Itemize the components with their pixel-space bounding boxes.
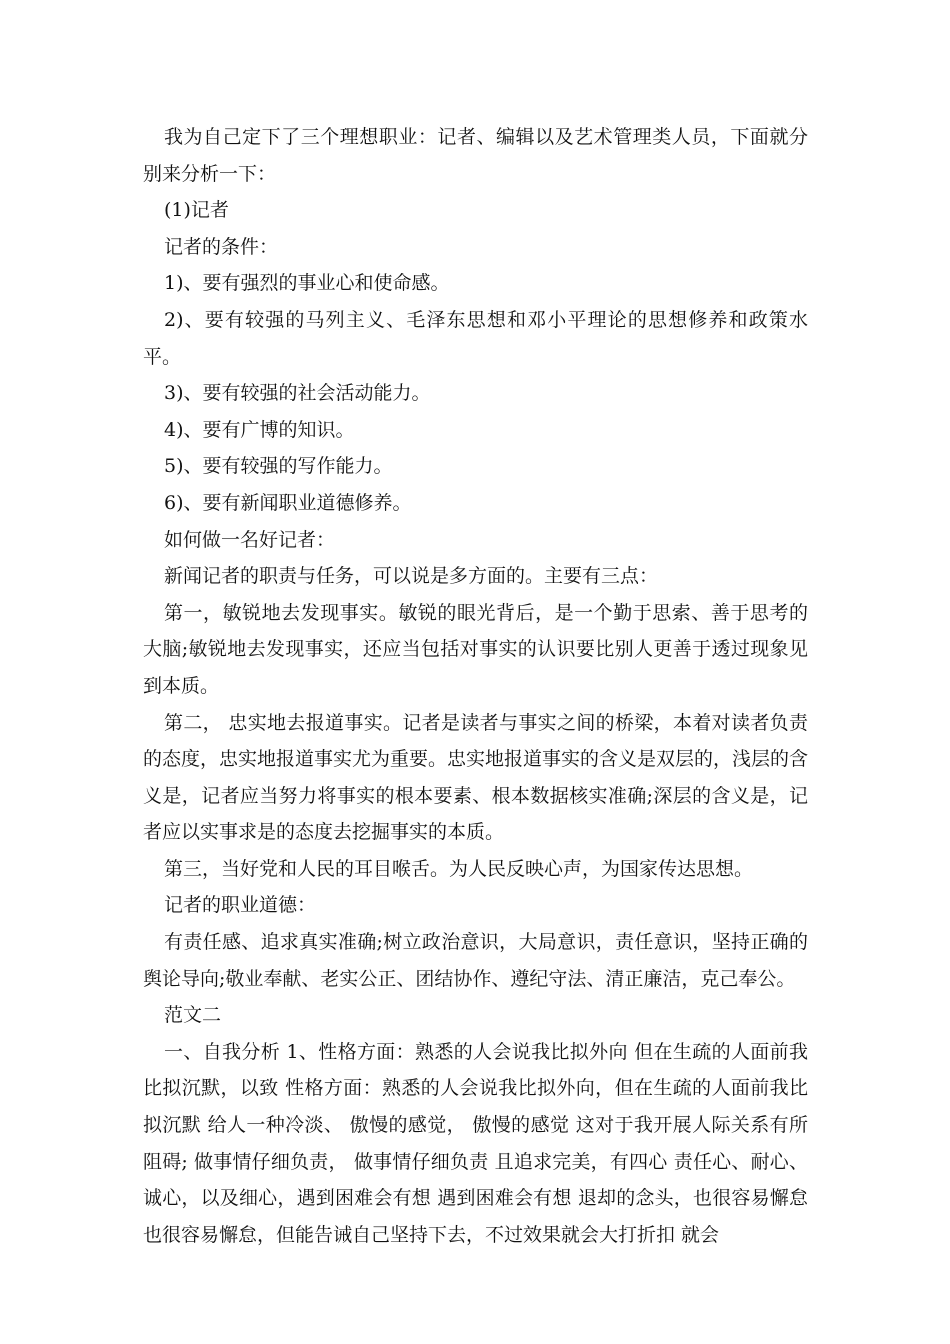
body-paragraph: 有责任感、追求真实准确;树立政治意识，大局意识，责任意识，坚持正确的舆论导向;敬业奉献、老实公正、团结协作、遵纪守法、清正廉洁，克己奉公。 — [143, 931, 808, 990]
document-body — [143, 119, 808, 1253]
list-item: 4)、要有广博的知识。 — [164, 418, 355, 441]
body-paragraph: 第三，当好党和人民的耳目喉舌。为人民反映心声，为国家传达思想。 — [164, 857, 754, 880]
list-item: 2)、要有较强的马列主义、毛泽东思想和邓小平理论的思想修养和政策水平。 — [143, 308, 808, 368]
subheading-conditions: 记者的条件： — [164, 235, 279, 258]
section-heading-reporter: (1)记者 — [164, 199, 229, 222]
list-item: 6)、要有新闻职业道德修养。 — [164, 491, 412, 514]
body-paragraph: 第二， 忠实地去报道事实。记者是读者与事实之间的桥梁，本着对读者负责的态度，忠实地报道事实尤为重要。忠实地报道事实的含义是双层的，浅层的含义是，记者应当努力将事实的根本要素、根本数据核实准确;深层的含义是，记者应以实事求是的态度去挖掘事实的本质。 — [143, 711, 809, 844]
subheading-how-to: 如何做一名好记者： — [164, 528, 336, 551]
body-paragraph: 第一，敏锐地去发现事实。敏锐的眼光背后，是一个勤于思索、善于思考的大脑;敏锐地去发现事实，还应当包括对事实的认识要比别人更善于透过现象见到本质。 — [143, 601, 808, 697]
subheading-ethics: 记者的职业道德： — [164, 894, 317, 917]
intro-paragraph: 我为自己定下了三个理想职业：记者、编辑以及艺术管理类人员，下面就分别来分析一下： — [143, 126, 808, 185]
section-heading-sample-two: 范文二 — [164, 1004, 222, 1027]
body-paragraph: 新闻记者的职责与任务，可以说是多方面的。主要有三点： — [164, 565, 659, 588]
list-item: 5)、要有较强的写作能力。 — [164, 455, 393, 478]
body-paragraph: 一、自我分析 1、性格方面：熟悉的人会说我比拟外向 但在生疏的人面前我比拟沉默，以致 性格方面：熟悉的人会说我比拟外向，但在生疏的人面前我比拟沉默 给人一种冷淡、 傲慢的感觉， 傲慢的感觉 这对于我开展人际关系有所阻碍; 做事情仔细负责， 做事情仔细负责 且追求完美，有四心 责任心、耐心、诚心，以及细心，遇到困难会有想 遇到困难会有想 退却的念头，也很容易懈怠 也很容易懈怠，但能告诫自己坚持下去，不过效果就会大打折扣 就会 — [143, 1040, 808, 1246]
list-item: 1)、要有强烈的事业心和使命感。 — [164, 272, 450, 295]
list-item: 3)、要有较强的社会活动能力。 — [164, 382, 431, 405]
